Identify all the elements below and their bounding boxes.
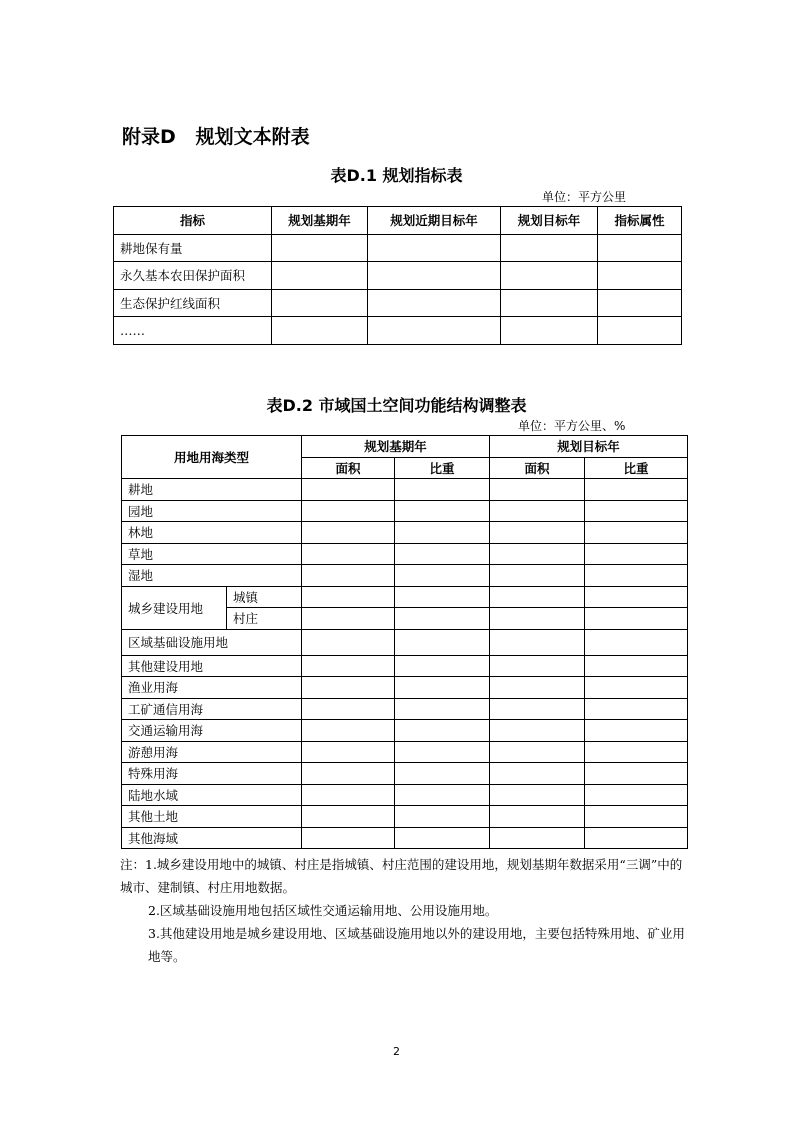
header-target-year: 规划目标年: [490, 436, 688, 458]
note-2: 2.区域基础设施用地包括区域性交通运输用地、公用设施用地。: [148, 903, 498, 918]
row-label: 区域基础设施用地: [122, 629, 302, 655]
empty-cell: [272, 289, 368, 317]
row-label: 渔业用海: [122, 677, 302, 699]
empty-cell: [490, 655, 585, 677]
empty-cell: [490, 677, 585, 699]
empty-cell: [490, 784, 585, 806]
empty-cell: [585, 677, 688, 699]
empty-cell: [490, 565, 585, 587]
table-row: [114, 317, 682, 345]
table-row: [122, 543, 688, 565]
subheader-ratio: 比重: [585, 457, 688, 479]
empty-cell: [272, 317, 368, 345]
empty-cell: [585, 608, 688, 630]
table-row: [122, 479, 688, 501]
empty-cell: [302, 720, 395, 742]
empty-cell: [490, 543, 585, 565]
empty-cell: [302, 629, 395, 655]
empty-cell: [368, 289, 501, 317]
row-label: 草地: [122, 543, 302, 565]
table-row: [122, 677, 688, 699]
empty-cell: [395, 784, 490, 806]
empty-cell: [585, 806, 688, 828]
note-1: 注：1.城乡建设用地中的城镇、村庄是指城镇、村庄范围的建设用地，规划基期年数据采用“三调”中的城市、建制镇、村庄用地数据。: [120, 857, 683, 895]
subheader-area: 面积: [302, 457, 395, 479]
table-row: [122, 763, 688, 785]
table-row: [122, 720, 688, 742]
empty-cell: [490, 827, 585, 849]
empty-cell: [598, 317, 682, 345]
urban-rural-label: 城乡建设用地: [122, 586, 227, 629]
table-row: [122, 522, 688, 544]
empty-cell: [585, 763, 688, 785]
table-row: [122, 629, 688, 655]
empty-cell: [302, 543, 395, 565]
header-cell: 规划基期年: [272, 207, 368, 235]
row-label: 耕地: [122, 479, 302, 501]
empty-cell: [302, 565, 395, 587]
empty-cell: [501, 289, 598, 317]
header-cell: 规划目标年: [501, 207, 598, 235]
empty-cell: [585, 827, 688, 849]
table-row: [122, 698, 688, 720]
header-cell: 指标属性: [598, 207, 682, 235]
table-notes: [120, 853, 690, 968]
row-label: 其他建设用地: [122, 655, 302, 677]
empty-cell: [368, 262, 501, 290]
empty-cell: [585, 479, 688, 501]
header-cell: 指标: [114, 207, 272, 235]
empty-cell: [501, 262, 598, 290]
empty-cell: [302, 586, 395, 608]
empty-cell: [395, 677, 490, 699]
empty-cell: [490, 608, 585, 630]
empty-cell: [585, 741, 688, 763]
empty-cell: [490, 698, 585, 720]
sub-row-label: 城镇: [227, 586, 302, 608]
empty-cell: [302, 698, 395, 720]
empty-cell: [490, 479, 585, 501]
table-row: [122, 806, 688, 828]
empty-cell: [395, 827, 490, 849]
table1-unit: 单位：平方公里: [542, 190, 627, 204]
row-label: 特殊用海: [122, 763, 302, 785]
empty-cell: [395, 763, 490, 785]
empty-cell: [395, 586, 490, 608]
empty-cell: [395, 522, 490, 544]
empty-cell: [395, 806, 490, 828]
empty-cell: [302, 655, 395, 677]
appendix-heading: 附录D 规划文本附表: [122, 126, 310, 148]
table-row: [122, 586, 688, 608]
empty-cell: [395, 741, 490, 763]
empty-cell: [368, 234, 501, 262]
empty-cell: [302, 677, 395, 699]
empty-cell: [490, 500, 585, 522]
empty-cell: [302, 522, 395, 544]
table1-title: 表D.1 规划指标表: [330, 166, 463, 185]
empty-cell: [585, 655, 688, 677]
header-land-sea-type: 用地用海类型: [122, 436, 302, 479]
sub-row-label: 村庄: [227, 608, 302, 630]
table-row: [122, 827, 688, 849]
empty-cell: [302, 784, 395, 806]
empty-cell: [585, 500, 688, 522]
empty-cell: [598, 289, 682, 317]
row-label: 湿地: [122, 565, 302, 587]
table-row: [122, 565, 688, 587]
row-label: 园地: [122, 500, 302, 522]
empty-cell: [395, 720, 490, 742]
row-label: 其他土地: [122, 806, 302, 828]
empty-cell: [490, 741, 585, 763]
empty-cell: [490, 522, 585, 544]
empty-cell: [395, 565, 490, 587]
empty-cell: [395, 655, 490, 677]
empty-cell: [585, 543, 688, 565]
empty-cell: [302, 806, 395, 828]
land-sea-structure-table: [121, 435, 688, 849]
empty-cell: [585, 522, 688, 544]
empty-cell: [585, 586, 688, 608]
row-label: 工矿通信用海: [122, 698, 302, 720]
row-label: 永久基本农田保护面积: [114, 262, 272, 290]
empty-cell: [585, 629, 688, 655]
empty-cell: [585, 784, 688, 806]
table-row: [122, 655, 688, 677]
table2-title: 表D.2 市域国土空间功能结构调整表: [266, 396, 527, 415]
empty-cell: [395, 608, 490, 630]
empty-cell: [598, 234, 682, 262]
row-label: 游憩用海: [122, 741, 302, 763]
note-3: 3.其他建设用地是城乡建设用地、区域基础设施用地以外的建设用地，主要包括特殊用地、矿业用地等。: [148, 926, 685, 964]
row-label: 林地: [122, 522, 302, 544]
header-base-year: 规划基期年: [302, 436, 490, 458]
empty-cell: [395, 629, 490, 655]
header-cell: 规划近期目标年: [368, 207, 501, 235]
empty-cell: [302, 827, 395, 849]
empty-cell: [395, 500, 490, 522]
page-number: 2: [393, 1045, 400, 1058]
empty-cell: [585, 720, 688, 742]
empty-cell: [302, 608, 395, 630]
table-row: [122, 784, 688, 806]
empty-cell: [490, 720, 585, 742]
indicator-table: [113, 206, 682, 345]
empty-cell: [585, 698, 688, 720]
empty-cell: [490, 806, 585, 828]
empty-cell: [395, 543, 490, 565]
empty-cell: [395, 479, 490, 501]
empty-cell: [302, 479, 395, 501]
empty-cell: [501, 234, 598, 262]
table-row: [114, 234, 682, 262]
table-row: [122, 500, 688, 522]
row-label: 耕地保有量: [114, 234, 272, 262]
empty-cell: [302, 500, 395, 522]
empty-cell: [501, 317, 598, 345]
empty-cell: [598, 262, 682, 290]
empty-cell: [302, 741, 395, 763]
row-label: 生态保护红线面积: [114, 289, 272, 317]
empty-cell: [490, 763, 585, 785]
table-header-row: [114, 207, 682, 235]
empty-cell: [395, 698, 490, 720]
table-row: [122, 741, 688, 763]
subheader-area: 面积: [490, 457, 585, 479]
subheader-ratio: 比重: [395, 457, 490, 479]
table-header-row: [122, 436, 688, 458]
row-label: 陆地水域: [122, 784, 302, 806]
empty-cell: [272, 262, 368, 290]
empty-cell: [302, 763, 395, 785]
row-label: ……: [114, 317, 272, 345]
empty-cell: [585, 565, 688, 587]
empty-cell: [272, 234, 368, 262]
table-row: [114, 289, 682, 317]
empty-cell: [490, 586, 585, 608]
table-row: [114, 262, 682, 290]
table2-unit: 单位：平方公里、%: [518, 419, 626, 433]
row-label: 其他海域: [122, 827, 302, 849]
empty-cell: [490, 629, 585, 655]
empty-cell: [368, 317, 501, 345]
row-label: 交通运输用海: [122, 720, 302, 742]
